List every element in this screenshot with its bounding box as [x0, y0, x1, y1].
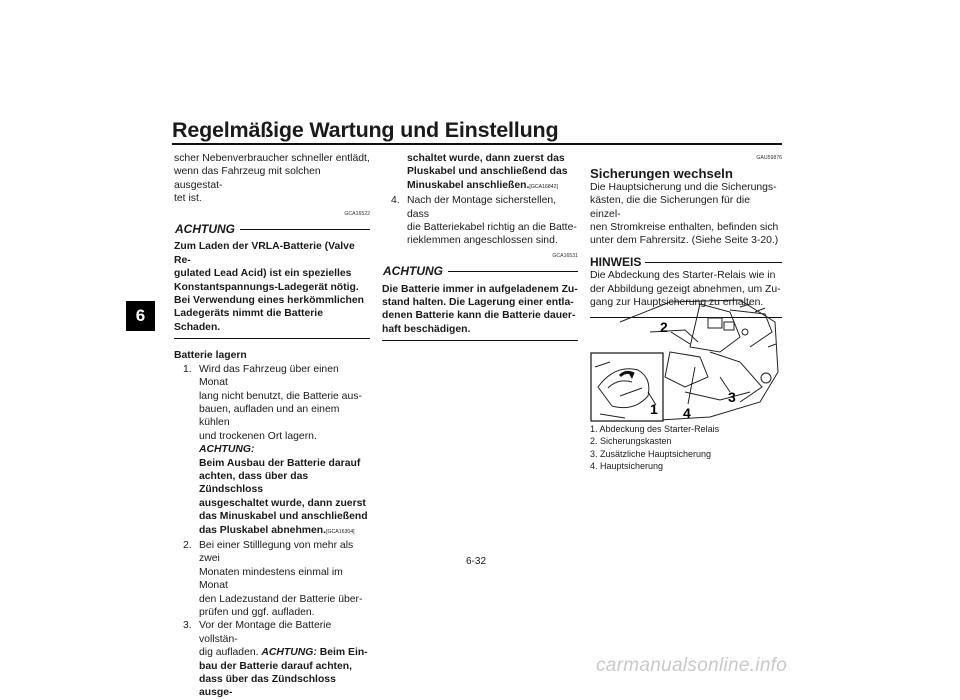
note-line: Die Abdeckung des Starter-Relais wie in — [590, 270, 776, 282]
page-number: 6-32 — [466, 556, 487, 567]
list-number: 4. — [391, 195, 400, 207]
callout-4: 4 — [683, 405, 691, 421]
note-rule — [645, 262, 782, 263]
list-line: Vor der Montage die Batterie vollstän- — [199, 620, 332, 645]
warning-label: ACHTUNG — [175, 222, 235, 237]
list-line: Nach der Montage sicherstellen, dass — [407, 195, 557, 220]
list-line: Monaten mindestens einmal im Monat — [199, 566, 343, 592]
warning-rule — [240, 229, 370, 230]
list-line: bau der Batterie darauf achten, — [199, 660, 353, 672]
list-line: dass über das Zündschloss ausge- — [199, 674, 336, 699]
warning-line: Zum Laden der VRLA-Batterie (Valve Re- — [174, 241, 355, 266]
list-line — [199, 646, 370, 659]
list-item — [174, 363, 370, 539]
caption-item: 4. Hauptsicherung — [590, 461, 664, 472]
warning-rule — [448, 271, 578, 272]
cable-outline — [710, 352, 762, 402]
warning-line: stand halten. Die Lagerung einer entla- — [382, 297, 574, 309]
list-number: 3. — [183, 620, 192, 632]
paragraph-line: nen Stromkreise enthalten, befinden sich — [590, 222, 779, 234]
note-line: gang zur Hauptsicherung zu erhalten. — [590, 297, 764, 309]
list-line — [199, 430, 370, 457]
warning-line: Bei Verwendung eines herkömmlichen — [174, 295, 364, 307]
warning-end-rule — [174, 338, 370, 339]
figure-captions — [590, 423, 782, 473]
inline-achtung: ACHTUNG: — [261, 647, 317, 659]
reference-code: [GCA16304] — [326, 528, 355, 535]
column-2 — [382, 152, 578, 341]
list-line: achten, dass über das Zündschloss — [199, 470, 309, 496]
callout-1: 1 — [650, 401, 658, 417]
reference-code: [GCA16842] — [529, 183, 558, 190]
wire — [685, 392, 750, 400]
note-label: HINWEIS — [590, 254, 642, 269]
wire — [650, 330, 698, 342]
relay-outline — [665, 352, 708, 387]
list-number: 2. — [183, 539, 192, 551]
column-1 — [174, 152, 370, 700]
list-line: Wird das Fahrzeug über einen Monat — [199, 363, 339, 389]
list-line: lang nicht benutzt, die Batterie aus- — [199, 390, 362, 402]
list-item — [174, 539, 370, 619]
warning-header — [174, 223, 370, 236]
list-line: die Batteriekabel richtig an die Batte- — [407, 222, 577, 234]
intro-line: scher Nebenverbraucher schneller entlädt, — [174, 153, 370, 164]
list-text: das Pluskabel abnehmen. — [199, 524, 327, 536]
list-line: Beim Ausbau der Batterie darauf — [199, 457, 361, 469]
doc-code: GAU59876 — [756, 155, 782, 161]
list-text: Beim Ein- — [319, 647, 368, 659]
list-line: prüfen und ggf. aufladen. — [199, 607, 315, 618]
list-line — [199, 524, 370, 539]
title-rule — [172, 143, 782, 145]
list-line: Bei einer Stilllegung von mehr als zwei — [199, 539, 354, 565]
warning-line: Ladegeräts nimmt die Batterie Schaden. — [174, 308, 323, 333]
fuse-illustration — [590, 292, 782, 422]
intro-line: tet ist. — [174, 193, 202, 205]
note-line: der Abbildung gezeigt abnehmen, um Zu- — [590, 283, 781, 295]
warning-line: gulated Lead Acid) ist ein spezielles — [174, 268, 352, 280]
warning-line: haft beschädigen. — [382, 323, 471, 335]
list-line: das Minuskabel und anschließend — [199, 511, 368, 523]
caption-item: 3. Zusätzliche Hauptsicherung — [590, 448, 712, 459]
warning-line: Konstantspannungs-Ladegerät nötig. — [174, 281, 359, 293]
continued-text — [382, 152, 578, 194]
list-line: rieklemmen angeschlossen sind. — [407, 235, 558, 247]
caption-item: 1. Abdeckung des Starter-Relais — [590, 424, 720, 434]
paragraph-line: unter dem Fahrersitz. (Siehe Seite 3-20.) — [590, 235, 779, 247]
warning-line: denen Batterie kann die Batterie dauer- — [382, 310, 576, 322]
bolt — [742, 329, 748, 335]
page-title: Regelmäßige Wartung und Einstellung — [172, 118, 559, 142]
doc-code: GCA16522 — [344, 210, 370, 217]
bolt — [761, 373, 771, 383]
list-item — [382, 194, 578, 248]
callout-3: 3 — [728, 389, 736, 405]
warning-text — [174, 240, 370, 334]
watermark: carmanualsonline.info — [596, 655, 788, 676]
list-line: schaltet wurde, dann zuerst das — [407, 153, 565, 164]
paragraph-line: Die Hauptsicherung und die Sicherungs- — [590, 181, 777, 193]
caption-item: 2. Sicherungskasten — [590, 436, 672, 447]
fuse-slot — [708, 318, 722, 328]
detail-lines — [740, 304, 776, 347]
warning-header — [382, 265, 578, 278]
list-text: Minuskabel anschließen. — [407, 179, 530, 191]
inline-achtung: ACHTUNG: — [199, 444, 255, 456]
list-line: den Ladezustand der Batterie über- — [199, 593, 363, 605]
intro-line: wenn das Fahrzeug mit solchen ausgestat- — [174, 166, 321, 191]
section-heading: Sicherungen wechseln — [590, 166, 733, 182]
warning-label: ACHTUNG — [383, 264, 443, 279]
list-text: dig aufladen. — [199, 647, 259, 659]
warning-text — [382, 283, 578, 337]
warning-end-rule — [382, 340, 578, 341]
subheading: Batterie lagern — [174, 350, 247, 362]
list-line: bauen, aufladen und an einem kühlen — [199, 403, 340, 429]
note-header — [590, 256, 782, 269]
doc-code: GCA16531 — [552, 252, 578, 259]
list-number: 1. — [183, 363, 192, 375]
callout-2: 2 — [660, 319, 668, 335]
list-line — [407, 179, 578, 194]
warning-line: Die Batterie immer in aufgeladenem Zu- — [382, 283, 578, 295]
list-line: ausgeschaltet wurde, dann zuerst — [199, 497, 366, 509]
fuse-slot — [724, 322, 734, 330]
list-line: Pluskabel und anschließend das — [407, 166, 568, 178]
list-item — [174, 619, 370, 699]
list-text: und trockenen Ort lagern. — [199, 430, 317, 442]
chapter-tab: 6 — [126, 301, 155, 331]
paragraph-line: kästen, die die Sicherungen für die einzel- — [590, 195, 751, 220]
